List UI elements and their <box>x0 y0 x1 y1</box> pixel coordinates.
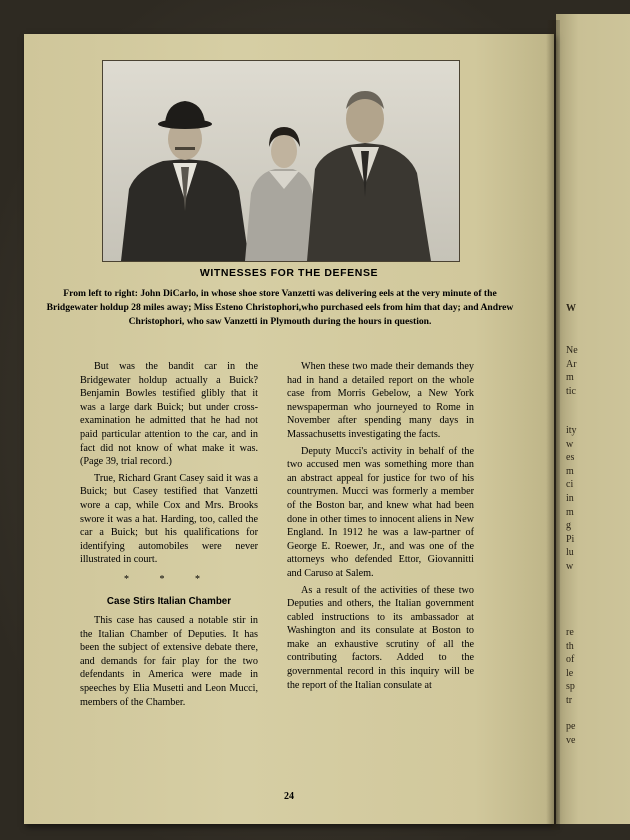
next-page-block-1 <box>566 344 578 398</box>
next-page-fragment: le <box>566 667 574 679</box>
next-page-fragment: Ar <box>566 358 577 370</box>
next-page-block-3 <box>566 626 575 708</box>
next-page-fragment: th <box>566 640 574 652</box>
next-page-fragment: Ne <box>566 345 578 356</box>
next-page-fragment: ve <box>566 734 576 746</box>
left-text-column <box>80 360 258 712</box>
next-page-fragment: g <box>566 520 571 532</box>
next-page-fragment: m <box>566 465 574 477</box>
next-page-fragment: ity <box>566 425 577 436</box>
photo-caption-title: WITNESSES FOR THE DEFENSE <box>199 267 379 279</box>
left-paragraph-3: This case has caused a notable stir in the Italian Chamber of Deputies. It has been the subject of extensive debate there, and demands for fair play for the two defendants in America were made in speeches by Elia Musetti and Leon Mucci, members of the Chamber. <box>80 615 258 708</box>
next-page-fragment: in <box>566 492 574 504</box>
next-page-edge <box>556 14 630 824</box>
next-page-fragment: Pi <box>566 533 575 545</box>
next-page-fragment: w <box>566 438 574 450</box>
next-page-fragment: w <box>566 560 574 572</box>
next-page-block-4 <box>566 720 575 747</box>
witnesses-photograph <box>102 60 460 262</box>
left-paragraph-1: But was the bandit car in the Bridgewater holdup actually a Buick? Benjamin Bowles testified glibly that it was a large dark Buick; but under cross-examination he admitted that he had not paid particular attention to the car, and in fact did not know of what make it was. (Page 39, trial record.) <box>80 361 258 468</box>
next-page-fragment: of <box>566 654 575 666</box>
right-paragraph-1: When these two made their demands they had in hand a detailed report on the whole case from Morris Gebelow, a New York newspaperman who journeyed to Rome in November after spending many days in Massachusetts investigating the facts. <box>287 361 474 440</box>
right-text-column <box>287 360 474 695</box>
left-paragraph-2: True, Richard Grant Casey said it was a Buick; but Casey testified that Vanzetti wore a cap, while Cox and Mrs. Brooks swore it was a hat. Harding, too, called the car a Buick; but his qualifications for identifying automobiles were never illustrated in court. <box>80 472 258 566</box>
next-page-block-2 <box>566 424 577 574</box>
next-page-fragment: tr <box>566 694 573 706</box>
page-number: 24 <box>284 791 294 802</box>
next-page-fragment: ci <box>566 479 574 491</box>
section-subheading: Case Stirs Italian Chamber <box>106 595 232 607</box>
next-page-fragment: es <box>566 452 575 464</box>
next-page-fragment: tic <box>566 385 576 397</box>
next-page-fragment: re <box>566 627 574 638</box>
right-paragraph-3: As a result of the activities of these two Deputies and others, the Italian government cabled instructions to its ambassador at Washington and its consulate at Boston to make an exhaustive scrutiny of all the contributing factors. Added to the governmental record in this inquiry will be the report of the Italian consulate at <box>287 584 474 691</box>
photo-caption-text: From left to right: John DiCarlo, in whose shoe store Vanzetti was delivering eels at the very minute of the Bridgewater holdup 28 miles away; Miss Esteno Christophori,who purchased eels from him that day; and Andrew Christophori, who saw Vanzetti in Plymouth during the hours in question. <box>46 288 514 327</box>
next-page-fragment: lu <box>566 547 574 559</box>
right-paragraph-2: Deputy Mucci's activity in behalf of the two accused men was something more than an abstract appeal for justice for two of his countrymen. Mucci was formerly a member of the Boston bar, and knew what had been done in other times to innocent aliens in New England. In 1912 he was a law-partner of George E. Roewer, Jr., and was one of the attorneys who defended Ettor, Giovannitti and Caruso at Salem. <box>287 445 474 579</box>
section-separator: * * * <box>124 573 214 585</box>
next-page-fragment: m <box>566 372 574 384</box>
next-page-fragment: sp <box>566 681 575 693</box>
next-page-fragment: m <box>566 506 574 518</box>
next-page-heading-fragment: W <box>566 303 576 314</box>
book-spine-shadow <box>546 20 560 830</box>
next-page-fragment: pe <box>566 721 576 732</box>
